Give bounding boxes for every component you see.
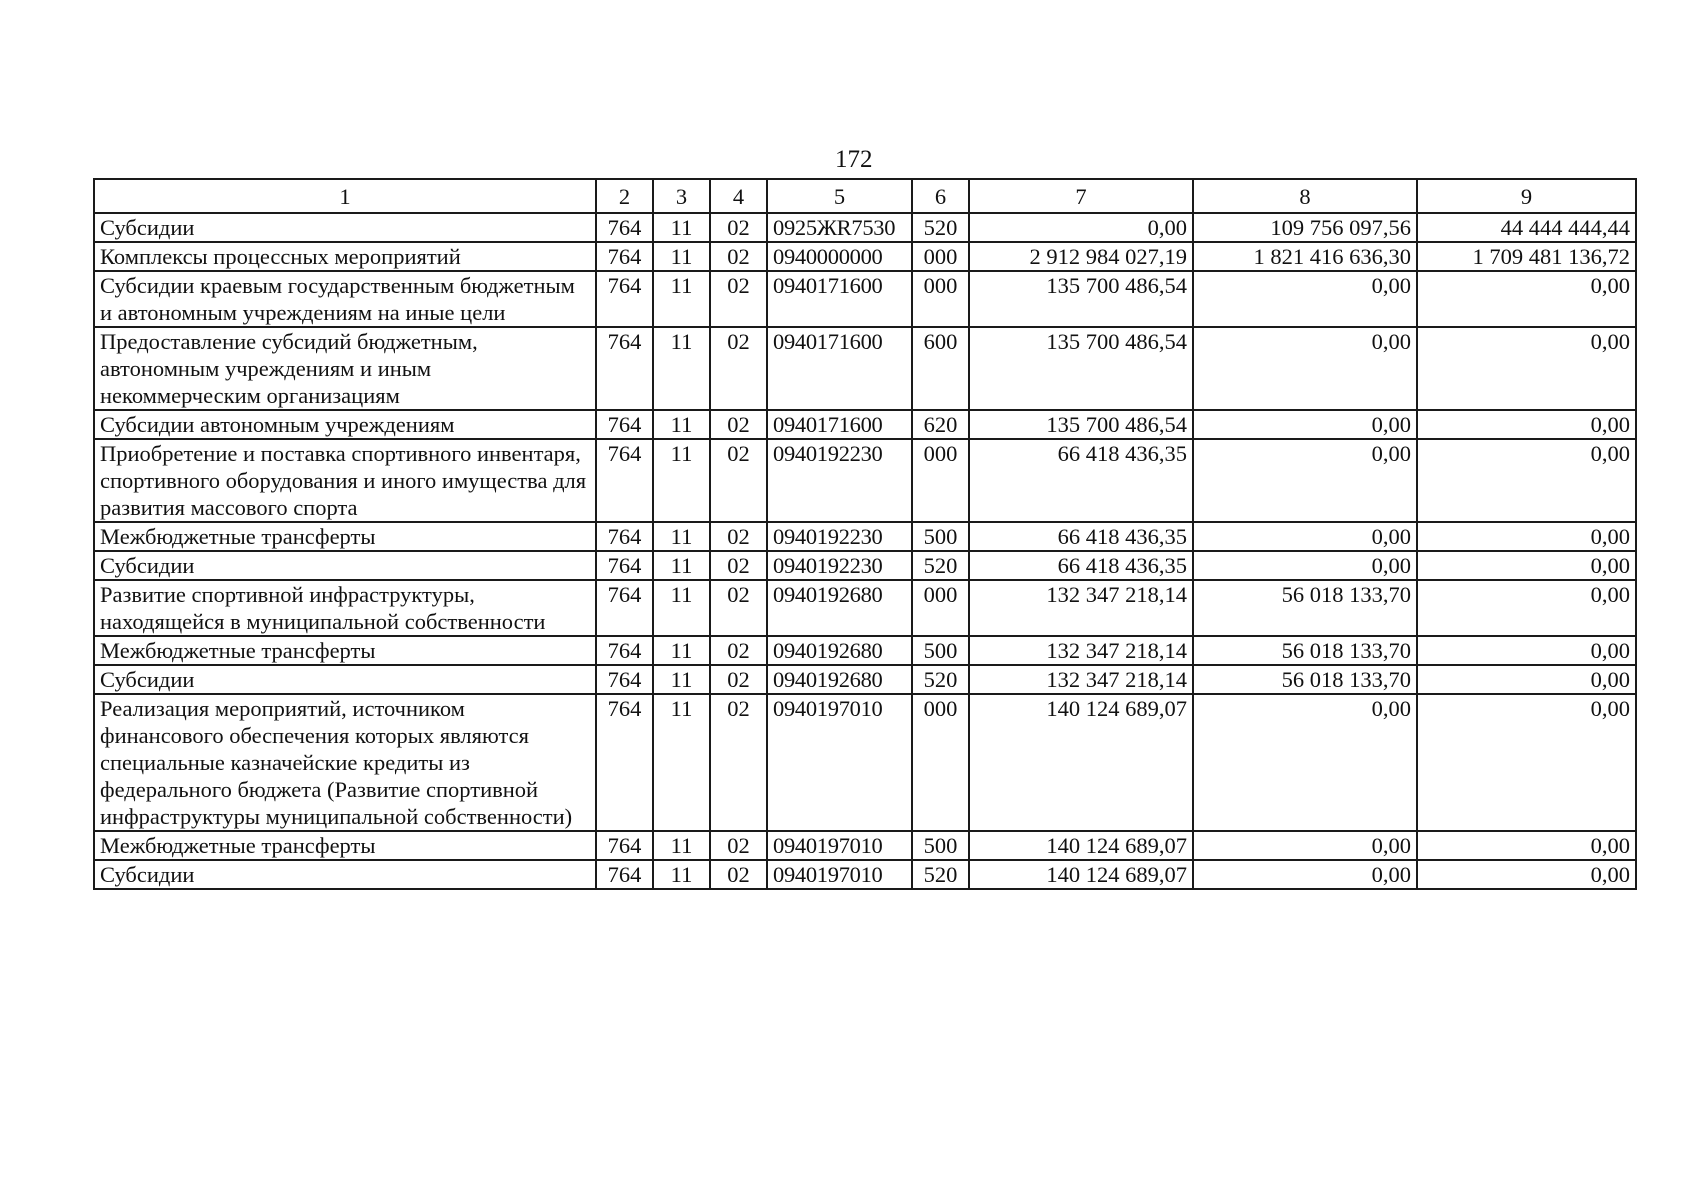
expense-type-cell: 600 [912,327,969,410]
table-row [94,271,1636,327]
amount-col7-cell: 66 418 436,35 [969,439,1193,522]
row-name-cell: Развитие спортивной инфраструктуры, находящейся в муниципальной собственности [94,580,596,636]
amount-col8-cell: 0,00 [1193,522,1417,551]
subsection-code-cell: 02 [710,213,767,242]
subsection-code-cell: 02 [710,580,767,636]
amount-col9-cell: 0,00 [1417,271,1636,327]
row-name-cell: Межбюджетные трансферты [94,636,596,665]
amount-col9-cell: 0,00 [1417,665,1636,694]
section-code-cell: 11 [653,860,710,889]
expense-type-cell: 520 [912,665,969,694]
amount-col7-cell: 135 700 486,54 [969,271,1193,327]
row-name-cell: Субсидии [94,213,596,242]
section-code-cell: 11 [653,665,710,694]
table-row [94,665,1636,694]
amount-col8-cell: 0,00 [1193,694,1417,831]
column-header: 6 [912,179,969,213]
section-code-cell: 11 [653,831,710,860]
expense-type-cell: 000 [912,242,969,271]
subsection-code-cell: 02 [710,551,767,580]
admin-code-cell: 764 [596,242,653,271]
amount-col9-cell: 0,00 [1417,694,1636,831]
subsection-code-cell: 02 [710,522,767,551]
section-code-cell: 11 [653,439,710,522]
target-article-cell: 0940197010 [767,831,912,860]
admin-code-cell: 764 [596,580,653,636]
amount-col9-cell: 0,00 [1417,580,1636,636]
row-name-cell: Субсидии [94,665,596,694]
amount-col9-cell: 0,00 [1417,327,1636,410]
section-code-cell: 11 [653,327,710,410]
column-header: 1 [94,179,596,213]
amount-col8-cell: 56 018 133,70 [1193,580,1417,636]
target-article-cell: 0940000000 [767,242,912,271]
amount-col7-cell: 0,00 [969,213,1193,242]
target-article-cell: 0940171600 [767,327,912,410]
expense-type-cell: 520 [912,213,969,242]
amount-col8-cell: 0,00 [1193,860,1417,889]
expense-type-cell: 500 [912,522,969,551]
target-article-cell: 0925ЖR7530 [767,213,912,242]
amount-col7-cell: 66 418 436,35 [969,522,1193,551]
amount-col7-cell: 2 912 984 027,19 [969,242,1193,271]
section-code-cell: 11 [653,213,710,242]
admin-code-cell: 764 [596,860,653,889]
expense-type-cell: 500 [912,636,969,665]
target-article-cell: 0940171600 [767,271,912,327]
expense-type-cell: 520 [912,860,969,889]
subsection-code-cell: 02 [710,860,767,889]
admin-code-cell: 764 [596,694,653,831]
expense-type-cell: 520 [912,551,969,580]
row-name-cell: Субсидии [94,551,596,580]
table-row [94,242,1636,271]
amount-col9-cell: 0,00 [1417,551,1636,580]
section-code-cell: 11 [653,694,710,831]
column-header: 2 [596,179,653,213]
row-name-cell: Межбюджетные трансферты [94,831,596,860]
page-number: 172 [835,146,873,173]
table-row [94,860,1636,889]
target-article-cell: 0940192680 [767,636,912,665]
table-row [94,636,1636,665]
admin-code-cell: 764 [596,327,653,410]
amount-col9-cell: 0,00 [1417,636,1636,665]
section-code-cell: 11 [653,580,710,636]
amount-col9-cell: 0,00 [1417,522,1636,551]
expense-type-cell: 000 [912,439,969,522]
target-article-cell: 0940171600 [767,410,912,439]
target-article-cell: 0940192230 [767,551,912,580]
section-code-cell: 11 [653,551,710,580]
table-body [94,213,1636,889]
amount-col8-cell: 0,00 [1193,831,1417,860]
expense-type-cell: 620 [912,410,969,439]
target-article-cell: 0940197010 [767,860,912,889]
admin-code-cell: 764 [596,410,653,439]
subsection-code-cell: 02 [710,636,767,665]
expense-type-cell: 000 [912,694,969,831]
column-header: 5 [767,179,912,213]
row-name-cell: Субсидии [94,860,596,889]
subsection-code-cell: 02 [710,242,767,271]
section-code-cell: 11 [653,522,710,551]
budget-table [93,178,1637,890]
amount-col8-cell: 0,00 [1193,551,1417,580]
amount-col8-cell: 0,00 [1193,410,1417,439]
section-code-cell: 11 [653,410,710,439]
amount-col8-cell: 0,00 [1193,327,1417,410]
amount-col9-cell: 0,00 [1417,860,1636,889]
target-article-cell: 0940192680 [767,665,912,694]
admin-code-cell: 764 [596,665,653,694]
expense-type-cell: 000 [912,580,969,636]
amount-col8-cell: 0,00 [1193,439,1417,522]
amount-col7-cell: 132 347 218,14 [969,636,1193,665]
section-code-cell: 11 [653,636,710,665]
table-row [94,694,1636,831]
row-name-cell: Реализация мероприятий, источником финансового обеспечения которых являются специальные казначейские кредиты из федерального бюджета (Развитие спортивной инфраструктуры муниципальной собственности) [94,694,596,831]
amount-col9-cell: 0,00 [1417,439,1636,522]
subsection-code-cell: 02 [710,271,767,327]
subsection-code-cell: 02 [710,410,767,439]
section-code-cell: 11 [653,271,710,327]
amount-col8-cell: 56 018 133,70 [1193,636,1417,665]
amount-col9-cell: 0,00 [1417,831,1636,860]
target-article-cell: 0940192680 [767,580,912,636]
row-name-cell: Предоставление субсидий бюджетным, автономным учреждениям и иным некоммерческим организациям [94,327,596,410]
table-row [94,831,1636,860]
subsection-code-cell: 02 [710,831,767,860]
admin-code-cell: 764 [596,213,653,242]
amount-col8-cell: 0,00 [1193,271,1417,327]
expense-type-cell: 500 [912,831,969,860]
row-name-cell: Субсидии автономным учреждениям [94,410,596,439]
table-row [94,439,1636,522]
amount-col9-cell: 0,00 [1417,410,1636,439]
admin-code-cell: 764 [596,551,653,580]
amount-col7-cell: 140 124 689,07 [969,694,1193,831]
admin-code-cell: 764 [596,636,653,665]
row-name-cell: Приобретение и поставка спортивного инвентаря, спортивного оборудования и иного имущества для развития массового спорта [94,439,596,522]
amount-col7-cell: 135 700 486,54 [969,410,1193,439]
admin-code-cell: 764 [596,522,653,551]
target-article-cell: 0940192230 [767,522,912,551]
amount-col7-cell: 132 347 218,14 [969,665,1193,694]
column-header: 8 [1193,179,1417,213]
amount-col7-cell: 132 347 218,14 [969,580,1193,636]
admin-code-cell: 764 [596,439,653,522]
subsection-code-cell: 02 [710,665,767,694]
section-code-cell: 11 [653,242,710,271]
table-row [94,522,1636,551]
amount-col9-cell: 1 709 481 136,72 [1417,242,1636,271]
table-row [94,327,1636,410]
header-row [94,179,1636,213]
table-row [94,580,1636,636]
admin-code-cell: 764 [596,831,653,860]
target-article-cell: 0940192230 [767,439,912,522]
table-row [94,410,1636,439]
row-name-cell: Комплексы процессных мероприятий [94,242,596,271]
amount-col9-cell: 44 444 444,44 [1417,213,1636,242]
table-row [94,213,1636,242]
subsection-code-cell: 02 [710,439,767,522]
column-header: 7 [969,179,1193,213]
amount-col7-cell: 140 124 689,07 [969,860,1193,889]
subsection-code-cell: 02 [710,694,767,831]
column-header: 9 [1417,179,1636,213]
admin-code-cell: 764 [596,271,653,327]
expense-type-cell: 000 [912,271,969,327]
column-header: 4 [710,179,767,213]
amount-col7-cell: 66 418 436,35 [969,551,1193,580]
amount-col8-cell: 1 821 416 636,30 [1193,242,1417,271]
row-name-cell: Субсидии краевым государственным бюджетным и автономным учреждениям на иные цели [94,271,596,327]
amount-col8-cell: 109 756 097,56 [1193,213,1417,242]
target-article-cell: 0940197010 [767,694,912,831]
amount-col8-cell: 56 018 133,70 [1193,665,1417,694]
amount-col7-cell: 140 124 689,07 [969,831,1193,860]
subsection-code-cell: 02 [710,327,767,410]
table-row [94,551,1636,580]
column-header: 3 [653,179,710,213]
amount-col7-cell: 135 700 486,54 [969,327,1193,410]
row-name-cell: Межбюджетные трансферты [94,522,596,551]
